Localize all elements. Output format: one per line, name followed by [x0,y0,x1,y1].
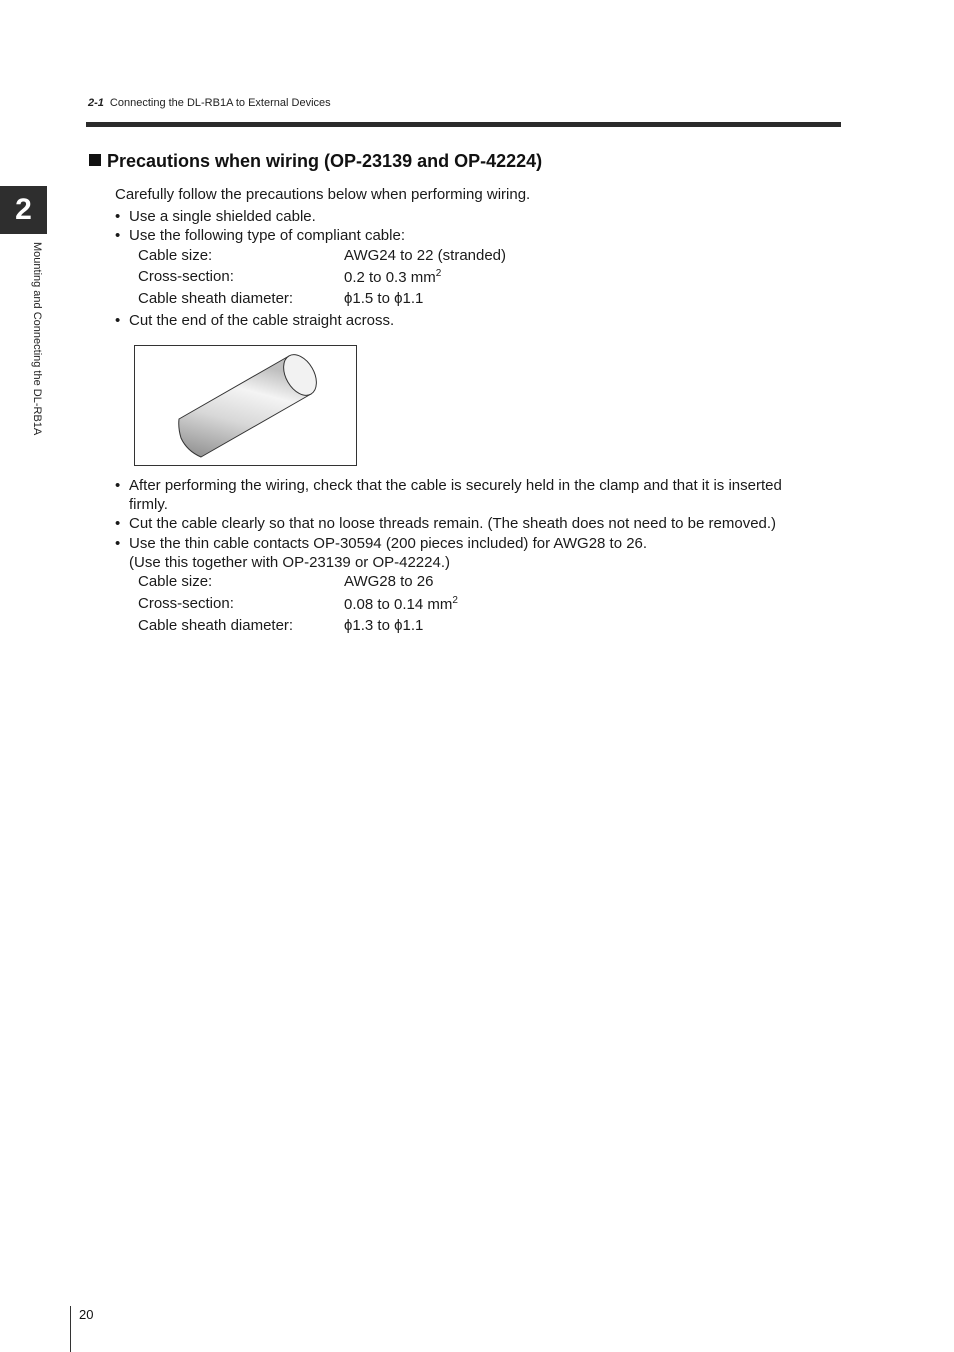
footer-rule [70,1306,71,1352]
spec-label: Cable size: [138,247,213,264]
superscript: 2 [452,595,458,606]
bullet-item: • Cut the cable clearly so that no loose threads remain. (The sheath does not need to be removed.) [129,515,776,532]
square-bullet-icon [89,154,101,166]
bullet-item: • Use a single shielded cable. [129,208,316,225]
bullet-item: • Cut the end of the cable straight across. [129,312,394,329]
spec-label: Cable size: [138,573,213,590]
spec-value: AWG24 to 22 (stranded) [344,247,507,264]
spec-label: Cable sheath diameter: [138,290,294,307]
section-heading [89,151,542,172]
cable-illustration [135,346,356,465]
spec-label: Cross-section: [138,595,234,612]
chapter-tab: 2 [0,186,47,234]
spec-value-group [344,268,441,286]
bullet-item: • Use the following type of compliant cable: [129,227,405,244]
bullet-item: • After performing the wiring, check that the cable is securely held in the clamp and that it is inserted [129,477,782,494]
spec-value: AWG28 to 26 [344,573,434,590]
bullet-item: • Use the thin cable contacts OP-30594 (200 pieces included) for AWG28 to 26. [129,535,647,552]
heading-text: Precautions when wiring (OP-23139 and OP-42224) [107,151,543,171]
chapter-side-label: Mounting and Connecting the DL-RB1A [31,242,43,436]
section-title: Connecting the DL-RB1A to External Devices [109,97,331,109]
spec-label: Cable sheath diameter: [138,617,294,634]
spec-value-group [344,595,458,613]
spec-value: 0.2 to 0.3 mm [344,269,436,286]
spec-value: ϕ1.5 to ϕ1.1 [344,290,424,307]
spec-value: ϕ1.3 to ϕ1.1 [344,617,424,634]
bullet-continuation: (Use this together with OP-23139 or OP-42224.) [129,554,450,571]
intro-text: Carefully follow the precautions below when performing wiring. [115,186,531,203]
section-number: 2-1 [88,97,104,109]
header-rule [86,122,841,127]
cable-figure [134,345,357,466]
page-number: 20 [79,1307,94,1322]
running-header [88,97,331,109]
bullet-continuation: firmly. [129,496,168,513]
spec-value: 0.08 to 0.14 mm [344,596,453,613]
superscript: 2 [435,268,442,279]
spec-label: Cross-section: [138,268,234,285]
